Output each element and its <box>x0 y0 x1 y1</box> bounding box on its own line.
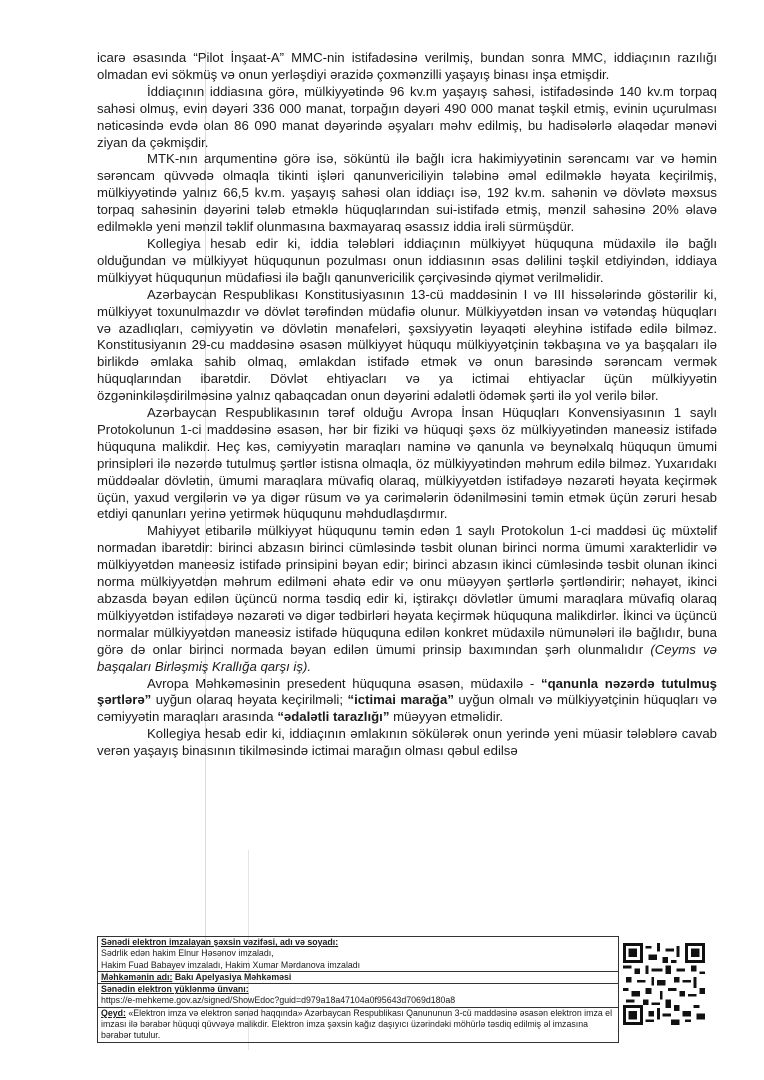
paragraph-1: icarə əsasında “Pilot İnşaat-A” MMC-nin istifadəsinə verilmiş, bundan sonra MMC, iddiaçının razılığı olmadan evi sökmüş və onun yerləşdiyi ərazidə çoxmənzilli yaşayış binası inşa etmişdir. <box>97 50 717 82</box>
url-block <box>98 983 618 1007</box>
paragraph-8 <box>97 676 717 727</box>
paragraph-8-part-1: Avropa Məhkəməsinin presedent hüququna əsasən, müdaxilə - <box>147 675 541 691</box>
signer-heading: Sənədi elektron imzalayan şəxsin vəzifəsi, adı və soyadı: <box>101 937 339 947</box>
qr-code-icon <box>623 942 705 1026</box>
document-body <box>97 50 717 760</box>
court-name: Bakı Apelyasiya Məhkəməsi <box>174 971 292 982</box>
paragraph-4: Kollegiya hesab edir ki, iddia tələbləri iddiaçının mülkiyyət hüququna müdaxilə ilə bağlı olduğundan və mülkiyyət hüququnun pozulması onun iddiasının əsas dəlilini təşkil etdiyindən, iddiaya mülkiyyət hüququnun müdafiəsi ilə bağlı qanunvericilik çərçivəsində qiymət verilməlidir. <box>97 235 717 285</box>
paragraph-8-part-5: uyğun olmalı və mülkiyyətçinin hüquqları və cəmiyyətin maraqları arasında <box>97 692 717 725</box>
e-signature-footer <box>97 936 619 1043</box>
paragraph-9: Kollegiya hesab edir ki, iddiaçının əmlakının sökülərək onun yerində yeni müasir tələblərə cavab verən yaşayış binasının tikilməsində ictimai marağın olması qəbul edilsə <box>97 726 717 759</box>
signer-block <box>98 937 618 971</box>
paragraph-7 <box>97 523 717 675</box>
signer-line-1: Sədrlik edən hakim Elnur Həsənov imzaladı, <box>101 948 274 959</box>
paragraph-3: MTK-nın arqumentinə görə isə, söküntü ilə bağlı icra hakimiyyətinin sərəncamı var və həmin sərəncam qüvvədə olmaqla tikinti işləri qanunvericiliyin tələbinə əməl edilməklə həyata keçirilmiş, mülkiyyətində yalnız 66,5 kv.m. yaşayış sahəsi olan iddiaçı isə, 192 kv.m. sahənin və dövlətə məxsus torpaq sahəsinin dəyərini tələb etməklə hüquqlarından sui-istifadə etmiş, mənzil sahəsinə 20% əlavə edilməklə yeni mənzil təklif olunmasına baxmayaraq əsassız iddia irəli sürmüşdür. <box>97 151 717 235</box>
signer-line-2: Hakim Fuad Babayev imzaladı, Hakim Xumar Mərdanova imzaladı <box>101 959 361 970</box>
paragraph-7-text: Mahiyyət etibarilə mülkiyyət hüququnu təmin edən 1 saylı Protokolun 1-ci maddəsi üç müxtəlif normadan ibarətdir: birinci abzasın birinci cümləsində təsbit olunan birinci norma ümumi xarakterlidir və mülkiyyətdən maneəsiz istifadə prinsipini bəyan edir; birinci abzasın ikinci cümləsində təsbit olunan ikinci norma mülkiyyətdən məhrum edilməni əhatə edir və onu müəyyən şərtlərlə şərtləndirir; nəhayət, ikinci abzasda bəyan edilən üçüncü norma təsdiq edir ki, iştirakçı dövlətlər ümumi maraqlara müvafiq olaraq mülkiyyətdən istifadəyə nəzarəti və digər tədbirləri həyata keçirmək hüququna malikdirlər. İkinci və üçüncü normalar mülkiyyətdən maneəsiz istifadə hüququna edilən konkret müdaxilə nümunələri ilə bağlıdır, buna görə də onlar birinci normada bəyan edilən ümumi prinsip baxımından şərh olunmalıdır <box>97 523 717 657</box>
note-block <box>98 1007 618 1042</box>
document-url[interactable]: https://e-mehkeme.gov.az/signed/ShowEdoc?guid=d979a18a47104a0f95643d7069d180a8 <box>101 995 456 1006</box>
paragraph-8-part-7: müəyyən etməlidir. <box>389 709 504 725</box>
note-label: Qeyd: <box>101 1007 126 1018</box>
emphasis-lawful-conditions: “qanunla nəzərdə tutulmuş şərtlərə” <box>97 675 717 708</box>
paragraph-5: Azərbaycan Respublikası Konstitusiyasının 13-cü maddəsinin I və III hissələrində göstərilir ki, mülkiyyət toxunulmazdır və dövlət tərəfindən müdafiə olunur. Mülkiyyətdən insan və vətəndaş hüquqları və azadlıqları, cəmiyyətin və dövlətin mənafeləri, şəxsiyyətin ləyaqəti əleyhinə istifadə edilə bilməz. Konstitusiyanın 29-cu maddəsinə əsasən mülkiyyət hüququ mülkiyyətçinin təkbaşına və ya başqaları ilə birlikdə əmlaka sahib olmaq, əmlakdan istifadə etmək və onun barəsində sərəncam vermək hüquqlarından ibarətdir. Dövlət ehtiyacları və ya ictimai ehtiyaclar üçün mülkiyyətin özgəninkiləşdirilməsinə yalnız qabaqcadan onun dəyərini ədalətli ödəmək şərti ilə yol verilə bilər. <box>97 286 717 404</box>
court-row <box>98 971 618 983</box>
emphasis-fair-balance: “ədalətli tarazlığı” <box>277 709 390 725</box>
paragraph-2: İddiaçının iddiasına görə, mülkiyyətində 96 kv.m yaşayış sahəsi, istifadəsində 140 kv.m torpaq sahəsi olmuş, evin dəyəri 336 000 manat, torpağın dəyəri 490 000 manat təşkil etmiş, evinin uçurulması nəticəsində evdə olan 86 090 manat dəyərində əşyaları məhv edilmiş, bu hadisələrlə əlaqədar mənəvi ziyan da çəkmişdir. <box>97 83 717 150</box>
paragraph-6: Azərbaycan Respublikasının tərəf olduğu Avropa İnsan Hüquqları Konvensiyasının 1 saylı Protokolunun 1-ci maddəsinə əsasən, hər bir fiziki və hüquqi şəxs öz mülkiyyətindən maneəsiz istifadə hüququna malikdir. Heç kəs, cəmiyyətin maraqları naminə və qanunla və beynəlxalq hüququn ümumi prinsipləri ilə nəzərdə tutulmuş şərtlər istisna olmaqla, öz mülkiyyətindən məhrum edilə bilməz. Yuxarıdakı müddəalar dövlətin, ümumi maraqlara müvafiq olaraq, mülkiyyətdən istifadəyə nəzarəti həyata keçirmək üçün, yaxud vergilərin və ya digər rüsum və ya cərimələrin ödənilməsini təmin etmək üçün zəruri hesab etdiyi qanunları yerinə yetirmək hüququnu məhdudlaşdırmır. <box>97 405 717 522</box>
note-text: «Elektron imza və elektron sənəd haqqında» Azərbaycan Respublikası Qanununun 3-cü maddəsinə əsasən elektron imza el imzası ilə bərabər hüquqi qüvvəyə malikdir. Elektron imza şəxsin kağız daşıyıcı üzərindəki möhürlə təsdiq edilmiş əl imzasına bərabər tutulur. <box>101 1007 613 1041</box>
emphasis-public-interest: “ictimai marağa” <box>347 692 454 708</box>
court-label: Məhkəmənin adı: <box>101 971 173 982</box>
case-citation: (Ceyms və başqaları Birləşmiş Krallığa qarşı iş). <box>97 641 717 674</box>
paragraph-8-part-3: uyğun olaraq həyata keçirilməli; <box>151 692 348 708</box>
url-heading: Sənədin elektron yüklənmə ünvanı: <box>101 984 249 995</box>
